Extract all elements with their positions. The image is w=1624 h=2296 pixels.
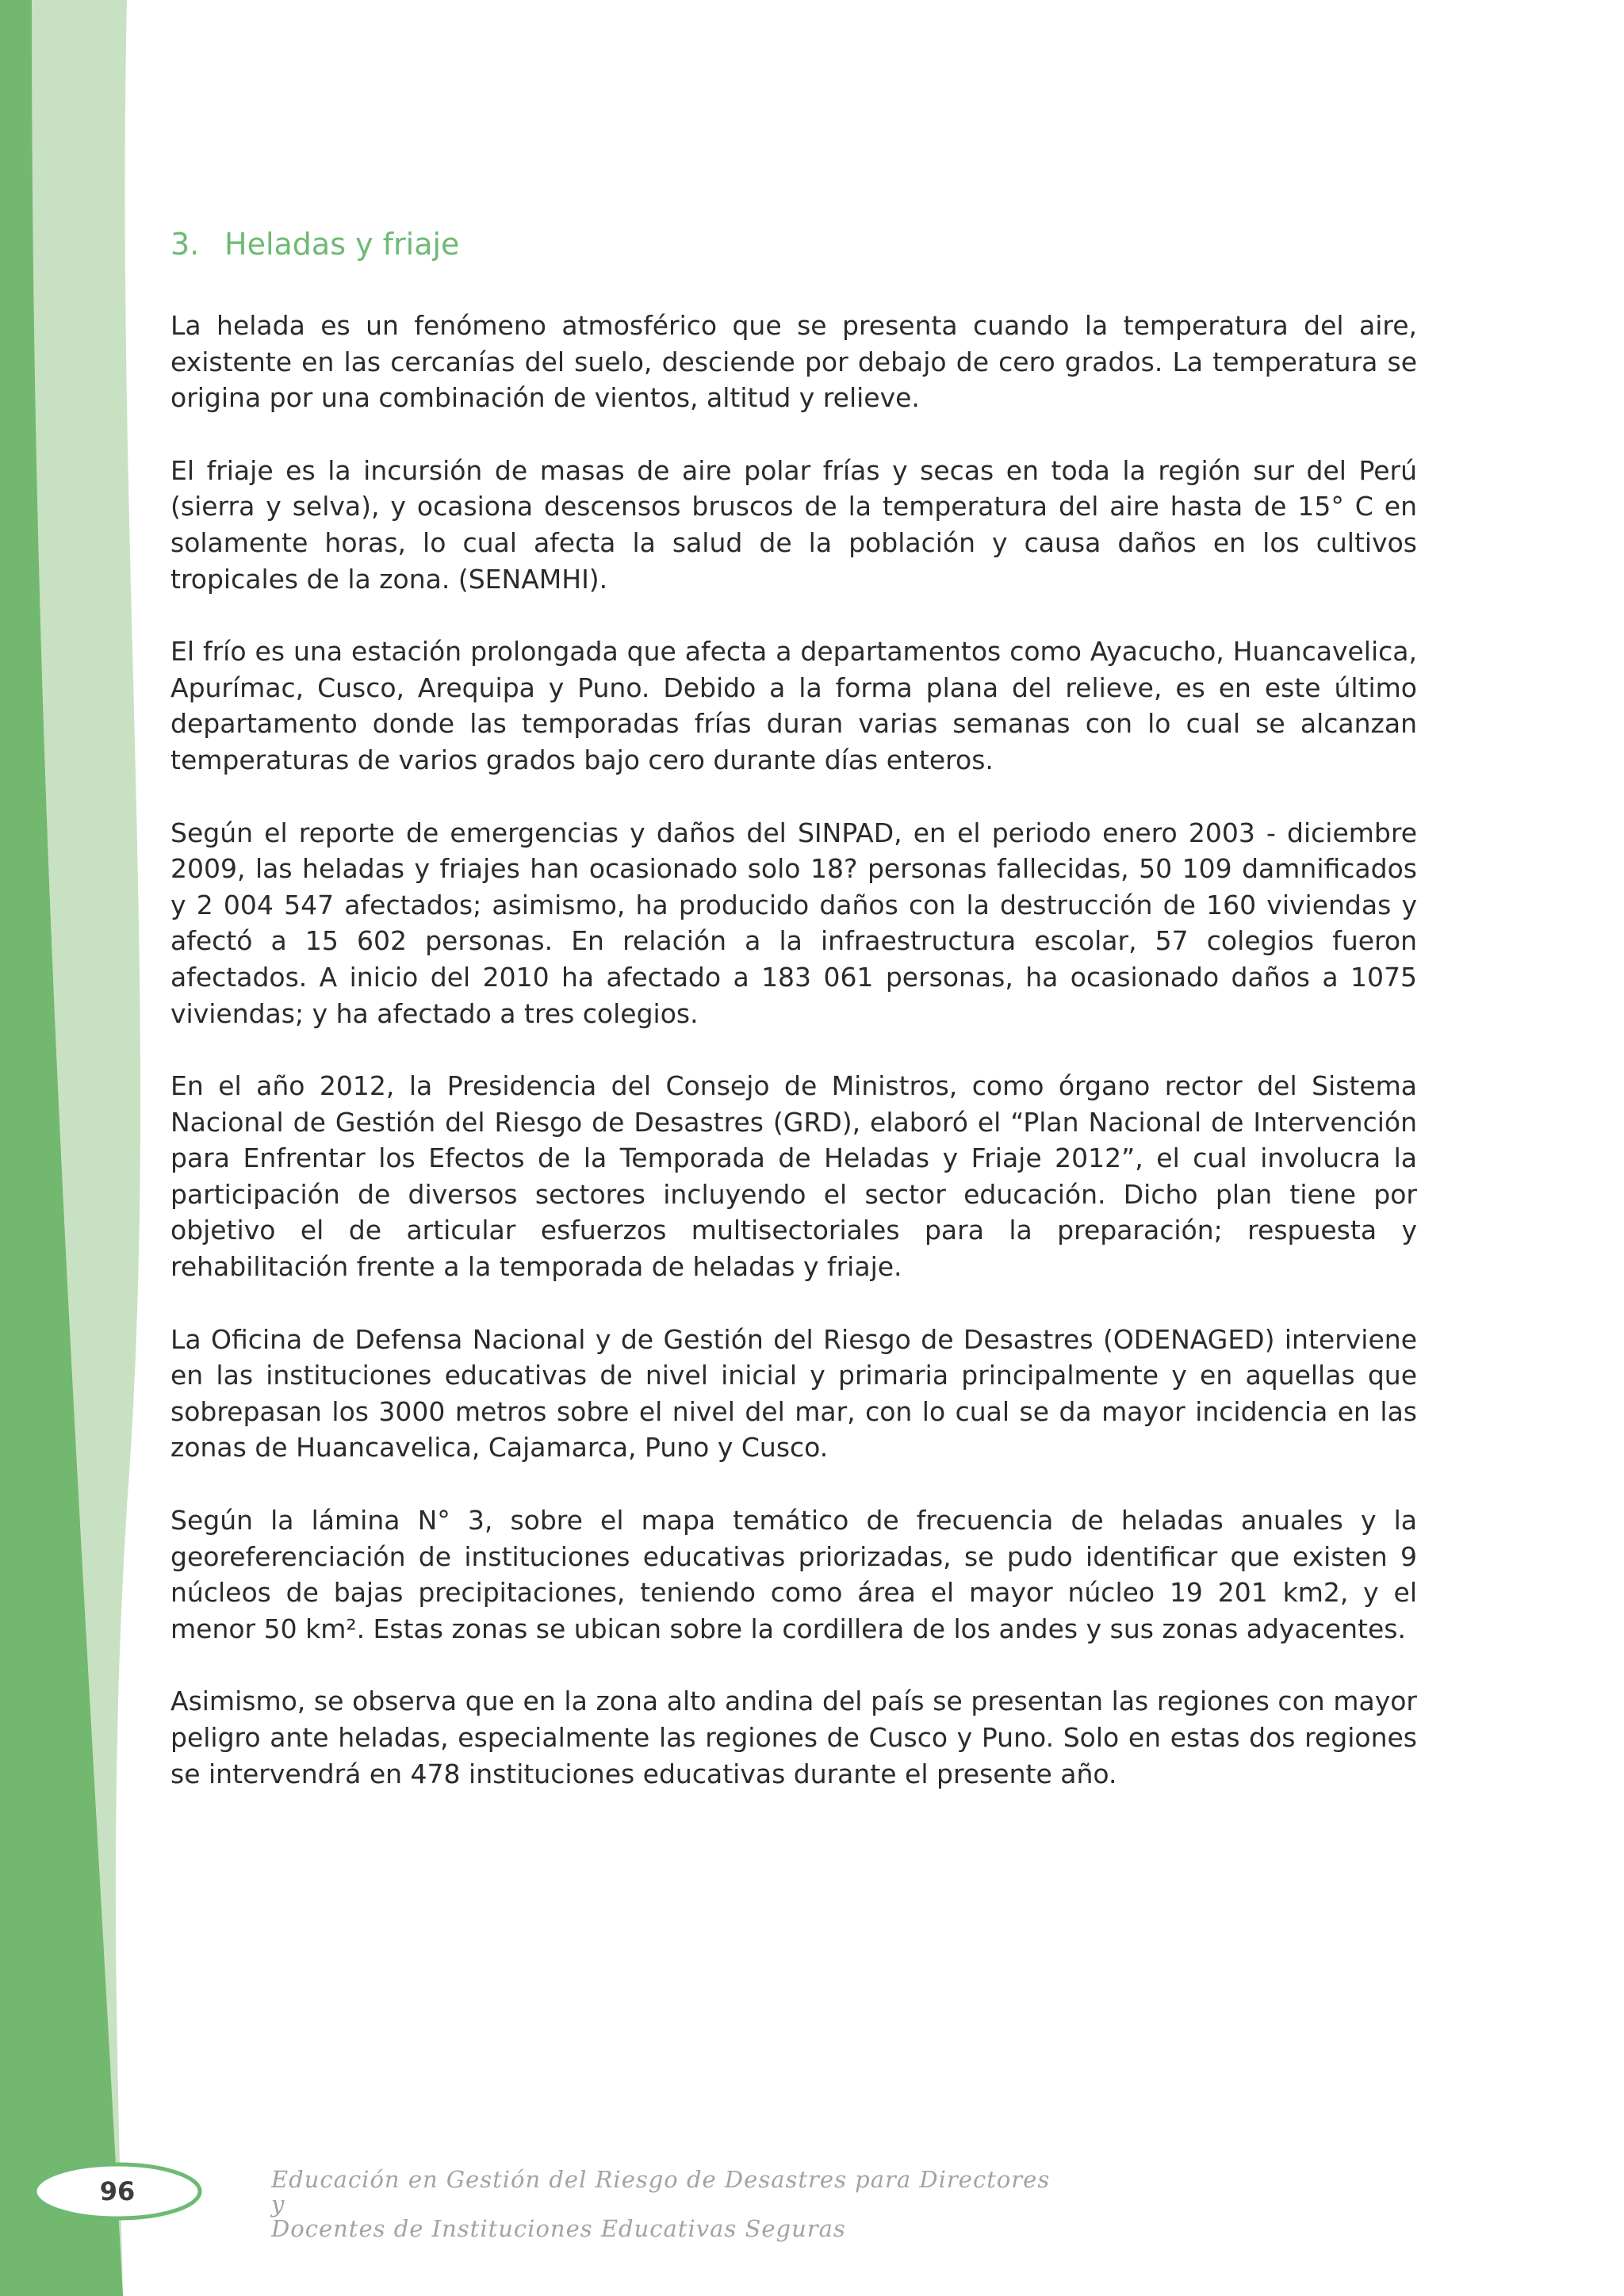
- footer-publication-title: [271, 2168, 1064, 2241]
- page-content: [170, 222, 1417, 1828]
- paragraph-odenaged: La Oficina de Defensa Nacional y de Gestión del Riesgo de Desastres (ODENAGED) interviene en las instituciones educativas de nivel inicial y primaria principalmente y en aquellas que sobrepasan los 3000 metros sobre el nivel del mar, con lo cual se da mayor incidencia en las zonas de Huancavelica, Cajamarca, Puno y Cusco.: [170, 1323, 1417, 1464]
- paragraph-helada: La helada es un fenómeno atmosférico que se presenta cuando la temperatura del aire, existente en las cercanías del suelo, desciende por debajo de cero grados. La temperatura se origina por una combinación de vientos, altitud y relieve.: [170, 310, 1417, 414]
- section-heading: [170, 222, 1417, 266]
- paragraph-lamina: Según la lámina N° 3, sobre el mapa temático de frecuencia de heladas anuales y la georeferenciación de instituciones educativas priorizadas, se pudo identificar que existen 9 núcleos de bajas precipitaciones, teniendo como área el mayor núcleo 19 201 km2, y el menor 50 km². Estas zonas se ubican sobre la cordillera de los andes y sus zonas adyacentes.: [170, 1505, 1417, 1644]
- footer-line-2: Docentes de Instituciones Educativas Seguras: [271, 2215, 846, 2242]
- paragraph-asimismo: Asimismo, se observa que en la zona alto andina del país se presentan las regiones con mayor peligro ante heladas, especialmente las regiones de Cusco y Puno. Solo en estas dos regiones se intervendrá en 478 instituciones educativas durante el presente año.: [170, 1686, 1417, 1789]
- paragraph-frio: El frío es una estación prolongada que afecta a departamentos como Ayacucho, Huancavelica, Apurímac, Cusco, Arequipa y Puno. Debido a la forma plana del relieve, es en este último departamento donde las temporadas frías duran varias semanas con lo cual se alcanzan temperaturas de varios grados bajo cero durante días enteros.: [170, 636, 1417, 775]
- paragraph-friaje: El friaje es la incursión de masas de aire polar frías y secas en toda la región sur del Perú (sierra y selva), y ocasiona descensos bruscos de la temperatura del aire hasta de 15° C en solamente horas, lo cual afecta la salud de la población y causa daños en los cultivos tropicales de la zona. (SENAMHI).: [170, 454, 1417, 595]
- section-number: 3.: [170, 227, 200, 262]
- paragraph-plan-nacional: En el año 2012, la Presidencia del Consejo de Ministros, como órgano rector del Sistema Nacional de Gestión del Riesgo de Desastres (GRD), elaboró el “Plan Nacional de Intervención para Enfrentar los Efectos de la Temporada de Heladas y Friaje 2012”, el cual involucra la participación de diversos sectores incluyendo el sector educación. Dicho plan tiene por objetivo el de articular esfuerzos multisectoriales para la preparación; respuesta y rehabilitación frente a la temporada de heladas y friaje.: [170, 1070, 1417, 1283]
- paragraph-sinpad-report: Según el reporte de emergencias y daños del SINPAD, en el periodo enero 2003 - diciembre 2009, las heladas y friajes han ocasionado solo 18? personas fallecidas, 50 109 damnificados y 2 004 547 afectados; asimismo, ha producido daños con la destrucción de 160 viviendas y afectó a 15 602 personas. En relación a la infraestructura escolar, 57 colegios fueron afectados. A inicio del 2010 ha afectado a 183 061 personas, ha ocasionado daños a 1075 viviendas; y ha afectado a tres colegios.: [170, 817, 1417, 1029]
- section-title-text: Heladas y friaje: [224, 227, 460, 262]
- page-number: 96: [99, 2176, 136, 2206]
- footer-line-1: Educación en Gestión del Riesgo de Desastres para Directores y: [271, 2166, 1051, 2218]
